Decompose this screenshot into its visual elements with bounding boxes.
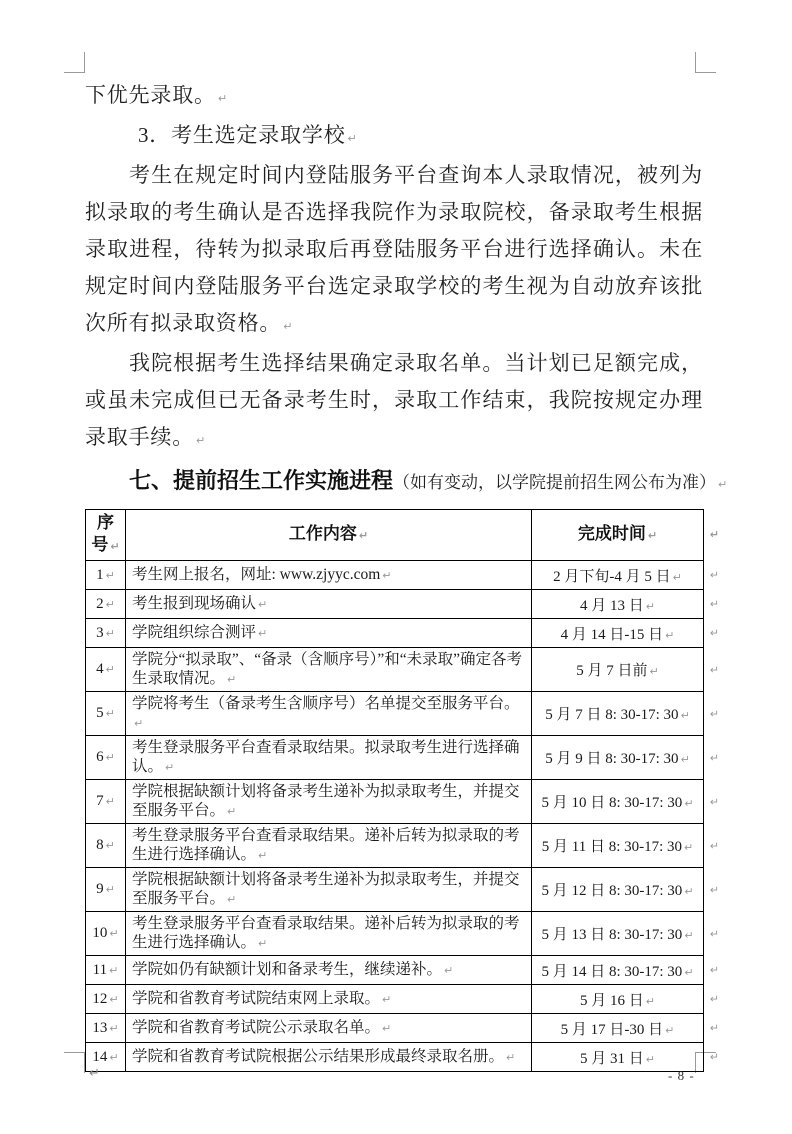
cell-text: 11 (92, 961, 108, 978)
cell-text: 5 月 17 日-30 日 (560, 1021, 664, 1038)
cell-text: 5 月 11 日 8: 30-17: 30 (541, 839, 683, 855)
table-row (86, 912, 704, 956)
pilcrow-mark: ↵ (684, 797, 694, 810)
table-row (86, 561, 704, 590)
time-cell (532, 780, 719, 824)
cell-text: 学院和省教育考试院根据公示结果形成最终录取名册。 (132, 1048, 505, 1065)
content-cell (126, 824, 532, 868)
content-cell (126, 1014, 532, 1043)
header-serial: 序号 ↵ (86, 510, 126, 561)
serial-cell (86, 736, 126, 780)
crop-mark-bottom-left (64, 1052, 85, 1073)
pilcrow-mark: ↵ (684, 965, 694, 979)
serial-cell (86, 868, 126, 912)
pilcrow-mark: ↵ (258, 937, 268, 950)
pilcrow-mark: ↵ (105, 707, 115, 720)
pilcrow-mark: ↵ (258, 627, 268, 640)
table-row (86, 692, 704, 736)
cell-text: 6 (96, 749, 104, 765)
content-cell (126, 868, 532, 912)
schedule-table-body (86, 561, 719, 1072)
cell-text: 5 月 7 日 8: 30-17: 30 (545, 707, 679, 723)
row-end-mark: ↵ (709, 992, 719, 1006)
serial-cell (86, 985, 126, 1014)
time-cell (532, 692, 719, 736)
table-header-row (86, 510, 704, 561)
serial-cell (86, 561, 126, 590)
crop-mark-top-left (64, 52, 85, 73)
time-cell (532, 619, 719, 648)
cell-text: 2 (96, 595, 104, 612)
table-row (86, 956, 704, 985)
page-number: - 8 - (668, 1068, 695, 1083)
pilcrow-mark: ↵ (105, 597, 115, 611)
pilcrow-mark: ↵ (684, 841, 694, 854)
table-row (86, 1043, 704, 1072)
table-row (86, 619, 704, 648)
pilcrow-mark: ↵ (645, 994, 655, 1008)
row-end-mark: ↵ (709, 883, 719, 896)
serial-cell (86, 912, 126, 956)
serial-cell (86, 1014, 126, 1043)
cell-text: 1 (96, 566, 104, 583)
row-end-mark: ↵ (709, 1021, 719, 1035)
pilcrow-mark: ↵ (109, 927, 119, 940)
pilcrow-mark: ↵ (105, 626, 115, 640)
content-cell (126, 561, 532, 590)
header-content: 工作内容 ↵ (126, 510, 532, 561)
serial-cell (86, 692, 126, 736)
cell-text: 考生登录服务平台查看录取结果。拟录取考生进行选择确认。 (132, 739, 520, 775)
paragraph-text: 我院根据考生选择结果确定录取名单。当计划已足额完成，或虽未完成但已无备录考生时，录取工作结束，我院按规定办理录取手续。 (85, 351, 703, 449)
cell-text: 2 月下旬-4 月 5 日 (553, 568, 671, 585)
content-cell (126, 780, 532, 824)
row-end-mark: ↵ (709, 568, 719, 582)
cell-text: 5 月 31 日 (580, 1050, 644, 1067)
cell-text: 学院和省教育考试院公示录取名单。 (132, 1019, 381, 1036)
pilcrow-mark: ↵ (109, 963, 119, 977)
pilcrow-mark: ↵ (684, 885, 694, 898)
row-end-mark: ↵ (709, 1050, 719, 1064)
cell-text: 4 (96, 661, 104, 677)
time-cell (532, 912, 719, 956)
table-row (86, 648, 704, 692)
pilcrow-mark: ↵ (105, 795, 115, 808)
pilcrow-mark: ↵ (645, 599, 655, 613)
pilcrow-mark: ↵ (347, 132, 357, 145)
time-cell (532, 956, 719, 985)
serial-cell (86, 780, 126, 824)
row-end-mark: ↵ (709, 528, 719, 541)
cell-text: 学院分“拟录取”、“备录（含顺序号）”和“未录取”确定各考生录取情况。 (132, 651, 523, 687)
pilcrow-mark: ↵ (506, 1051, 516, 1064)
paragraph (85, 345, 703, 459)
row-end-mark: ↵ (709, 707, 719, 720)
cell-text: 5 月 7 日前 (576, 663, 648, 679)
table-row (86, 736, 704, 780)
pilcrow-mark: ↵ (110, 540, 120, 553)
pilcrow-mark: ↵ (109, 1021, 119, 1035)
cell-text: 14 (92, 1048, 108, 1065)
pilcrow-mark: ↵ (680, 709, 690, 722)
table-row (86, 824, 704, 868)
cell-text: 5 月 9 日 8: 30-17: 30 (545, 751, 679, 767)
pilcrow-mark: ↵ (382, 993, 392, 1006)
time-cell (532, 590, 719, 619)
cell-text: 4 月 13 日 (580, 597, 644, 614)
pilcrow-mark: ↵ (105, 751, 115, 764)
cell-text: 4 月 14 日-15 日 (560, 626, 664, 643)
time-cell (532, 736, 719, 780)
pilcrow-mark: ↵ (647, 529, 658, 542)
pilcrow-mark: ↵ (105, 883, 115, 896)
content-cell (126, 1043, 532, 1072)
cell-text: 学院和省教育考试院结束网上录取。 (132, 990, 381, 1007)
crop-mark-top-right (695, 52, 716, 73)
row-end-mark: ↵ (709, 963, 719, 977)
row-end-mark: ↵ (709, 839, 719, 852)
row-end-mark: ↵ (709, 597, 719, 611)
table-row (86, 780, 704, 824)
cell-text: 3 (96, 624, 104, 641)
document-body (85, 77, 728, 1072)
cell-text: 学院组织综合测评 (132, 624, 257, 641)
cell-text: 5 (96, 705, 104, 721)
row-end-mark: ↵ (709, 751, 719, 764)
pilcrow-mark: ↵ (283, 320, 293, 333)
content-cell (126, 956, 532, 985)
content-cell (126, 912, 532, 956)
pilcrow-mark: ↵ (444, 964, 454, 977)
paragraph (85, 157, 703, 345)
pilcrow-mark: ↵ (165, 761, 175, 774)
pilcrow-mark: ↵ (382, 1022, 392, 1035)
content-cell (126, 619, 532, 648)
cell-text: 学院将考生（备录考生含顺序号）名单提交至服务平台。 (132, 695, 520, 712)
header-time: 完成时间 ↵ ↵ (532, 510, 704, 561)
table-row (86, 1014, 704, 1043)
pilcrow-mark: ↵ (109, 1050, 119, 1064)
pilcrow-mark: ↵ (105, 663, 115, 676)
content-cell (126, 590, 532, 619)
pilcrow-mark: ↵ (684, 929, 694, 942)
section-title-note: （如有变动，以学院提前招生网公布为准） (393, 473, 717, 492)
cell-text: 5 月 12 日 8: 30-17: 30 (541, 883, 683, 899)
pilcrow-mark: ↵ (382, 569, 392, 582)
cell-text: 5 月 10 日 8: 30-17: 30 (541, 795, 683, 811)
pilcrow-mark: ↵ (680, 753, 690, 766)
cell-text: 5 月 13 日 8: 30-17: 30 (541, 927, 683, 943)
pilcrow-mark: ↵ (258, 598, 268, 611)
cell-text: 7 (96, 793, 104, 809)
cell-text: 5 月 16 日 (580, 992, 644, 1009)
cell-text: 考生网上报名，网址: www.zjyyc.com (132, 566, 381, 583)
schedule-table (85, 509, 719, 1072)
pilcrow-mark: ↵ (109, 992, 119, 1006)
cell-text: 9 (96, 881, 104, 897)
cell-text: 学院根据缺额计划将备录考生递补为拟录取考生，并提交至服务平台。 (132, 871, 520, 907)
content-cell (126, 985, 532, 1014)
cell-text: 学院如仍有缺额计划和备录考生，继续递补。 (132, 961, 443, 978)
time-cell (532, 648, 719, 692)
pilcrow-mark: ↵ (227, 893, 237, 906)
cell-text: 学院根据缺额计划将备录考生递补为拟录取考生，并提交至服务平台。 (132, 783, 520, 819)
pilcrow-mark: ↵ (672, 570, 682, 584)
serial-cell (86, 590, 126, 619)
table-row (86, 868, 704, 912)
cell-text: 考生登录服务平台查看录取结果。递补后转为拟录取的考生进行选择确认。 (132, 915, 520, 951)
paragraph (85, 77, 703, 117)
document-end-mark: ↵ (89, 1066, 100, 1081)
paragraph-text: 3．考生选定录取学校 (138, 123, 346, 147)
table-row (86, 590, 704, 619)
serial-cell (86, 824, 126, 868)
cell-text: 12 (92, 990, 108, 1007)
pilcrow-mark: ↵ (718, 478, 728, 491)
section-title: 七、提前招生工作实施进程 (129, 468, 394, 493)
cell-text: 考生登录服务平台查看录取结果。递补后转为拟录取的考生进行选择确认。 (132, 827, 520, 863)
serial-cell (86, 648, 126, 692)
table-row (86, 985, 704, 1014)
time-cell (532, 985, 719, 1014)
cell-text: 5 月 14 日 8: 30-17: 30 (541, 963, 683, 980)
pilcrow-mark: ↵ (649, 665, 659, 678)
cell-text: 10 (92, 925, 108, 941)
pilcrow-mark: ↵ (665, 628, 675, 642)
paragraph-text: 下优先录取。 (85, 83, 216, 107)
row-end-mark: ↵ (709, 626, 719, 640)
row-end-mark: ↵ (709, 663, 719, 676)
pilcrow-mark: ↵ (105, 568, 115, 582)
cell-text: 13 (92, 1019, 108, 1036)
row-end-mark: ↵ (709, 795, 719, 808)
pilcrow-mark: ↵ (105, 839, 115, 852)
pilcrow-mark: ↵ (227, 805, 237, 818)
pilcrow-mark: ↵ (258, 849, 268, 862)
content-cell (126, 736, 532, 780)
pilcrow-mark: ↵ (645, 1052, 655, 1066)
cell-text: 8 (96, 837, 104, 853)
serial-cell (86, 619, 126, 648)
content-cell (126, 648, 532, 692)
pilcrow-mark: ↵ (227, 673, 237, 686)
time-cell (532, 868, 719, 912)
pilcrow-mark: ↵ (134, 717, 144, 730)
pilcrow-mark: ↵ (196, 434, 206, 447)
content-cell (126, 692, 532, 736)
section-heading (85, 467, 728, 499)
cell-text: 考生报到现场确认 (132, 595, 257, 612)
pilcrow-mark: ↵ (665, 1023, 675, 1037)
time-cell (532, 1014, 719, 1043)
pilcrow-mark: ↵ (358, 529, 369, 542)
row-end-mark: ↵ (709, 927, 719, 940)
pilcrow-mark: ↵ (217, 92, 228, 105)
paragraph-list-item (85, 117, 703, 157)
serial-cell (86, 956, 126, 985)
paragraph-text: 考生在规定时间内登陆服务平台查询本人录取情况，被列为拟录取的考生确认是否选择我院作为录取院校，备录取考生根据录取进程，待转为拟录取后再登陆服务平台进行选择确认。未在规定时间内登陆服务平台选定录取学校的考生视为自动放弃该批次所有拟录取资格。 (85, 163, 703, 335)
time-cell (532, 824, 719, 868)
time-cell (532, 561, 719, 590)
